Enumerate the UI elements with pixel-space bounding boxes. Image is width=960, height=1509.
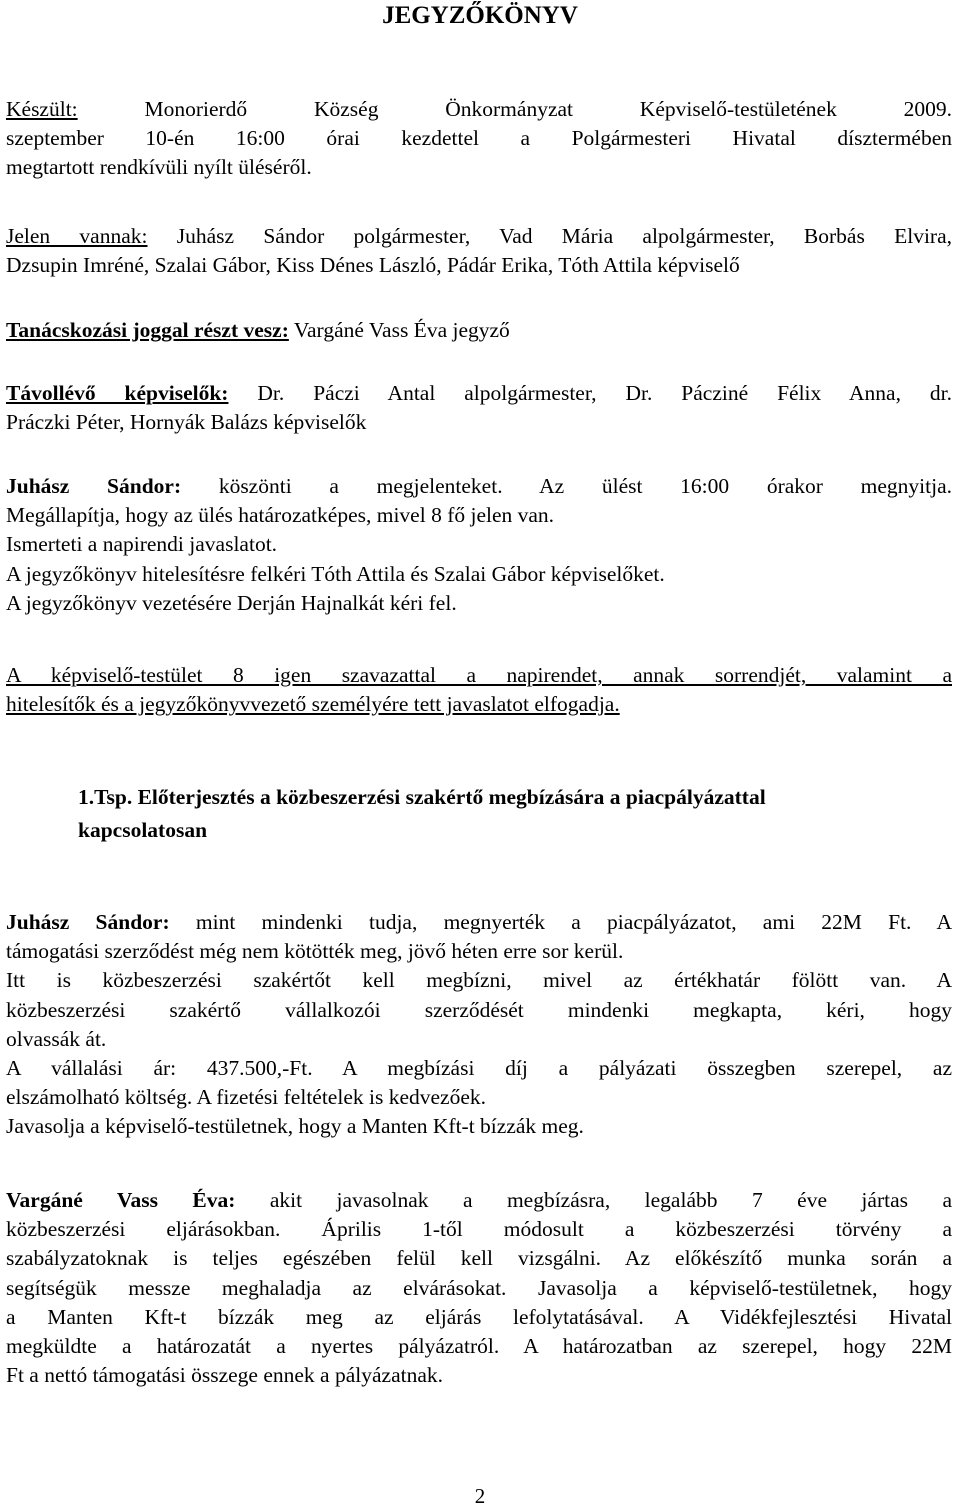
opening-line-2: Megállapítja, hogy az ülés határozatképes, mivel 8 fő jelen van. [6,503,555,528]
absent-label: Távollévő képviselők: [6,381,229,405]
vargane-line-4: segítségük messze meghaladja az elvárásokat. Javasolja a képviselő-testületnek, hogy [6,1275,952,1300]
absent-section [6,379,952,437]
opening-line-5: A jegyzőkönyv vezetésére Derján Hajnalkát kéri fel. [6,590,457,615]
opening-line-4: A jegyzőkönyv hitelesítésre felkéri Tóth Attila és Szalai Gábor képviselőket. [6,561,665,586]
juhasz-line-8: Javasolja a képviselő-testületnek, hogy a Manten Kft-t bízzák meg. [6,1114,584,1139]
vargane-line-7: Ft a nettó támogatási összege ennek a pályázatnak. [6,1363,444,1388]
vargane-line-5: a Manten Kft-t bízzák meg az eljárás lefolytatásával. A Vidékfejlesztési Hivatal [6,1304,952,1329]
page-number: 2 [474,1484,486,1508]
advisory-line: Tanácskozási joggal részt vesz: Vargáné Vass Éva jegyző [6,318,510,342]
juhasz-line-7: elszámolható költség. A fizetési feltételek is kedvezőek. [6,1085,487,1110]
decision-line-2: hitelesítők és a jegyzőkönyvvezető személyére tett javaslatot elfogadja. [6,692,620,717]
present-line-2: Dzsupin Imréné, Szalai Gábor, Kiss Dénes László, Pádár Erika, Tóth Attila képviselő [6,253,740,278]
juhasz-line-4: közbeszerzési szakértő vállalkozói szerződését mindenki megkapta, kéri, hogy [6,997,952,1022]
absent-line-1: Távollévő képviselők: Dr. Páczi Antal alpolgármester, Dr. Pácziné Félix Anna, dr. [6,381,953,405]
juhasz-speaker: Juhász Sándor: [6,910,170,934]
agenda-title-line-2: kapcsolatosan [78,818,208,842]
vargane-speaker: Vargáné Vass Éva: [6,1188,236,1212]
advisory-label: Tanácskozási joggal részt vesz: [6,318,289,342]
juhasz-line-1: Juhász Sándor: mint mindenki tudja, megnyerték a piacpályázatot, ami 22M Ft. A [6,910,952,934]
prepared-line-1: Készült: Monorierdő Község Önkormányzat Képviselő-testületének 2009. [6,97,953,121]
juhasz-line-6: A vállalási ár: 437.500,-Ft. A megbízási díj a pályázati összegben szerepel, az [6,1056,952,1081]
prepared-label: Készült: [6,97,78,121]
opening-line-3: Ismerteti a napirendi javaslatot. [6,532,278,557]
vargane-line-2: közbeszerzési eljárásokban. Április 1-től módosult a közbeszerzési törvény a [6,1217,952,1242]
prepared-section [6,95,952,183]
prepared-line-3: megtartott rendkívüli nyílt üléséről. [6,155,312,180]
juhasz-line-5: olvassák át. [6,1026,107,1051]
opening-line-1: Juhász Sándor: köszönti a megjelenteket. Az ülést 16:00 órakor megnyitja. [6,474,952,498]
decision-section [6,661,952,719]
juhasz-line-2: támogatási szerződést még nem kötötték meg, jövő héten erre sor kerül. [6,939,624,964]
vargane-statement [6,1186,952,1390]
agenda-title-line-1: 1.Tsp. Előterjesztés a közbeszerzési szakértő megbízására a piacpályázattal [78,785,766,809]
decision-line-1: A képviselő-testület 8 igen szavazattal a napirendet, annak sorrendjét, valamint a [6,663,952,687]
opening-speaker: Juhász Sándor: [6,474,182,498]
opening-section [6,472,952,618]
document-title: JEGYZŐKÖNYV [382,2,578,29]
vargane-line-6: megküldte a határozatát a nyertes pályázatról. A határozatban az szerepel, hogy 22M [6,1334,952,1359]
vargane-line-3: szabályzatoknak is teljes egészében felül kell vizsgálni. Az előkészítő munka során a [6,1246,952,1271]
juhasz-statement [6,908,952,1142]
agenda-heading [78,781,958,847]
present-section [6,222,952,280]
prepared-line-2: szeptember 10-én 16:00 órai kezdettel a Polgármesteri Hivatal dísztermében [6,126,952,151]
present-label: Jelen vannak: [6,224,148,248]
present-line-1: Jelen vannak: Juhász Sándor polgármester, Vad Mária alpolgármester, Borbás Elvira, [6,224,952,248]
absent-line-2: Práczki Péter, Hornyák Balázs képviselők [6,410,367,435]
vargane-line-1: Vargáné Vass Éva: akit javasolnak a megbízásra, legalább 7 éve jártas a [6,1188,952,1212]
agenda-number: 1.Tsp. [78,785,133,809]
juhasz-line-3: Itt is közbeszerzési szakértőt kell megbízni, mivel az értékhatár fölött van. A [6,968,952,993]
advisory-section [6,316,952,345]
